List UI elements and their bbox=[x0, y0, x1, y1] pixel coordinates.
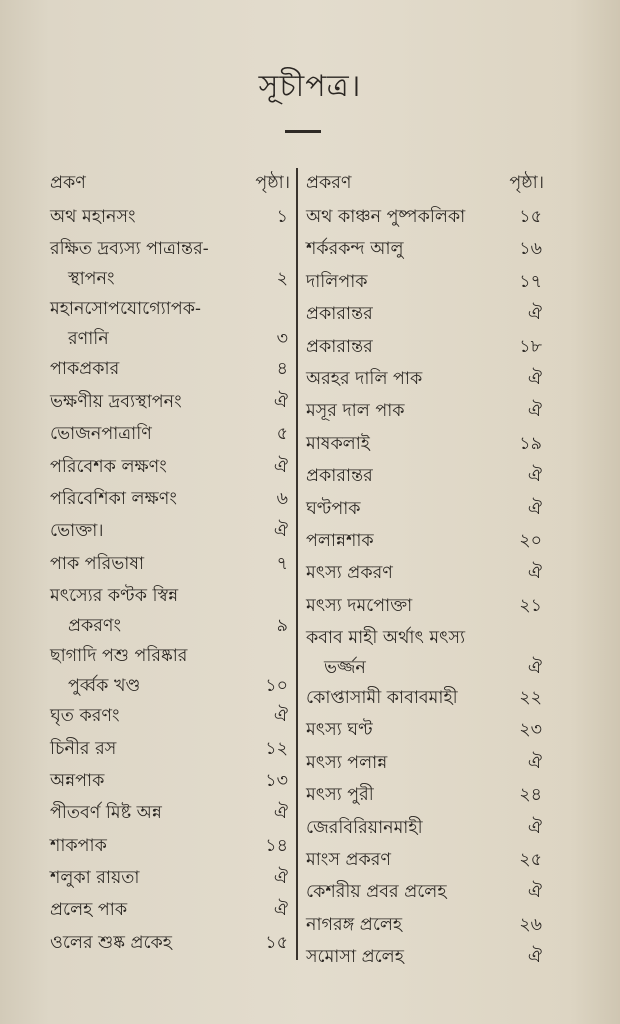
entry-title: ভক্ষণীয় দ্রব্যস্থাপনং bbox=[50, 391, 182, 412]
entry-title-continued: প্রকরণং bbox=[68, 616, 122, 637]
entry-page-number: ১৭ bbox=[519, 271, 542, 292]
entry-page-number: ঐ bbox=[527, 498, 542, 519]
entry-page-number: ঐ bbox=[527, 304, 542, 325]
entry-page-number: ২১ bbox=[519, 595, 542, 616]
index-entry bbox=[50, 518, 290, 550]
entry-title-continued: স্থাপনং bbox=[68, 269, 115, 290]
entry-page-number: ২ bbox=[276, 269, 288, 290]
entry-title: পরিবেশিকা লক্ষণং bbox=[50, 488, 177, 509]
entry-title: প্রলেহ পাক bbox=[50, 900, 128, 921]
entry-page-number: ঐ bbox=[527, 817, 542, 838]
entry-title: মসূর দাল পাক bbox=[306, 401, 405, 422]
index-entry bbox=[306, 269, 544, 301]
entry-title: পরিবেশক লক্ষণং bbox=[50, 456, 167, 477]
entry-page-number: ২৩ bbox=[519, 720, 542, 741]
index-entry bbox=[306, 366, 544, 398]
entry-title: মৎস্য পুরী bbox=[306, 785, 374, 806]
index-entry bbox=[50, 800, 290, 832]
entry-page-number: ঐ bbox=[527, 947, 542, 968]
index-entry bbox=[306, 815, 544, 847]
entry-page-number: ঐ bbox=[527, 368, 542, 389]
entry-page-number: ঐ bbox=[273, 521, 288, 542]
entry-title: অথ কাঞ্চন পুষ্পকলিকা bbox=[306, 207, 466, 227]
index-entry bbox=[306, 750, 544, 782]
entry-page-number: ১৪ bbox=[265, 835, 288, 856]
entry-title: ওলের শুষ্ক প্রকেহ bbox=[50, 932, 172, 953]
entry-title: অরহর দালি পাক bbox=[306, 368, 423, 389]
entry-title: কোপ্তাসামী কাবাবমাহী bbox=[306, 688, 458, 709]
index-entry bbox=[306, 944, 544, 976]
index-entry bbox=[306, 879, 544, 911]
entry-page-number: ৩ bbox=[276, 329, 288, 350]
entry-title: ঘৃত করণং bbox=[50, 706, 120, 727]
index-entry bbox=[306, 204, 544, 236]
entry-title: ভোজনপাত্রাণি bbox=[50, 424, 152, 445]
entry-page-number: ঐ bbox=[527, 658, 542, 679]
entry-page-number: ১০ bbox=[265, 676, 288, 697]
index-entry bbox=[50, 454, 290, 486]
page-title: সূচীপত্র। bbox=[258, 69, 362, 104]
entry-title: ছাগাদি পশু পরিষ্কার bbox=[50, 646, 188, 667]
entry-title: কেশরীয় প্রবর প্রলেহ bbox=[306, 882, 447, 903]
entry-page-number: ঐ bbox=[273, 706, 288, 727]
index-entry bbox=[306, 431, 544, 463]
entry-title-continued: পুর্ব্বক খণ্ড bbox=[68, 676, 141, 697]
entry-page-number: ঐ bbox=[273, 868, 288, 889]
entry-page-number: ঐ bbox=[527, 401, 542, 422]
entry-page-number: ২৬ bbox=[519, 914, 542, 935]
index-entry bbox=[306, 717, 544, 749]
index-entry bbox=[50, 643, 290, 703]
entry-title: অন্নপাক bbox=[50, 770, 105, 791]
left-header-label: প্রকণ bbox=[50, 173, 86, 193]
index-entry bbox=[306, 496, 544, 528]
entry-page-number: ঐ bbox=[273, 900, 288, 921]
index-entry bbox=[306, 560, 544, 592]
index-entry bbox=[306, 625, 544, 685]
index-entry bbox=[306, 593, 544, 625]
index-entry bbox=[306, 236, 544, 268]
entry-title: শর্করকন্দ আলু bbox=[306, 239, 404, 260]
entry-title: নাগরঙ্গ প্রলেহ bbox=[306, 914, 403, 935]
entry-title: শলুকা রায়তা bbox=[50, 868, 140, 889]
index-entry bbox=[50, 236, 290, 296]
entry-title: পাক পরিভাষা bbox=[50, 553, 145, 574]
column-divider bbox=[296, 168, 298, 960]
entry-title: জেরবিরিয়ানমাহী bbox=[306, 817, 423, 838]
entry-page-number: ১৬ bbox=[519, 239, 542, 260]
index-entry bbox=[306, 398, 544, 430]
index-entry bbox=[306, 847, 544, 879]
index-entry bbox=[50, 768, 290, 800]
index-entry bbox=[306, 463, 544, 495]
entry-title: অথ মহানসং bbox=[50, 207, 136, 227]
entry-page-number: ১২ bbox=[265, 738, 288, 759]
entry-page-number: ঐ bbox=[527, 466, 542, 487]
index-entry bbox=[50, 389, 290, 421]
left-header-page: পৃষ্ঠা। bbox=[255, 173, 290, 193]
entry-title: মৎস্য দমপোক্তা bbox=[306, 595, 413, 616]
index-entry bbox=[50, 930, 290, 962]
entry-title: শাকপাক bbox=[50, 835, 107, 856]
entry-title: মৎস্য পলান্ন bbox=[306, 752, 388, 773]
entry-title: মহানসোপযোগ্যোপক- bbox=[50, 299, 201, 320]
entry-title: দালিপাক bbox=[306, 271, 368, 292]
entry-page-number: ১৫ bbox=[265, 932, 288, 953]
left-column bbox=[50, 170, 290, 962]
entry-title: মৎস্যের কণ্টক স্বিন্ন bbox=[50, 586, 179, 607]
entry-title: পাকপ্রকার bbox=[50, 359, 120, 380]
right-column bbox=[306, 170, 544, 977]
entry-page-number: ঐ bbox=[273, 803, 288, 824]
index-entry bbox=[50, 296, 290, 356]
index-entry bbox=[306, 301, 544, 333]
left-column-header bbox=[50, 170, 290, 204]
index-entry bbox=[50, 204, 290, 236]
index-entry bbox=[306, 685, 544, 717]
entry-title: প্রকারান্তর bbox=[306, 466, 373, 487]
entry-title: রক্ষিত দ্রব্যস্য পাত্রান্তর- bbox=[50, 239, 209, 260]
index-entry bbox=[50, 486, 290, 518]
index-entry bbox=[50, 583, 290, 643]
entry-page-number: ঐ bbox=[527, 882, 542, 903]
entry-page-number: ৬ bbox=[276, 488, 288, 509]
entry-page-number: ঐ bbox=[527, 563, 542, 584]
entry-title: মাষকলাই bbox=[306, 433, 370, 454]
entry-title: মৎস্য প্রকরণ bbox=[306, 563, 393, 584]
index-entry bbox=[50, 897, 290, 929]
entry-page-number: ২৪ bbox=[519, 785, 542, 806]
entry-page-number: ১৯ bbox=[519, 433, 542, 454]
entry-page-number: ৯ bbox=[276, 616, 288, 637]
entry-page-number: ঐ bbox=[273, 391, 288, 412]
index-entry bbox=[306, 782, 544, 814]
index-entry bbox=[50, 703, 290, 735]
entry-title: পলান্নশাক bbox=[306, 530, 374, 551]
right-header-label: প্রকরণ bbox=[306, 173, 352, 193]
entry-page-number: ৪ bbox=[276, 359, 288, 380]
entry-title: মৎস্য ঘণ্ট bbox=[306, 720, 373, 741]
entry-title: চিনীর রস bbox=[50, 738, 117, 759]
title-rule bbox=[285, 130, 321, 133]
entry-page-number: ১ bbox=[276, 207, 288, 227]
index-entry bbox=[306, 528, 544, 560]
right-column-header bbox=[306, 170, 544, 204]
entry-page-number: ৫ bbox=[276, 424, 288, 445]
entry-page-number: ২২ bbox=[519, 688, 542, 709]
index-entry bbox=[306, 912, 544, 944]
entry-page-number: ১৩ bbox=[265, 770, 288, 791]
entry-page-number: ২৫ bbox=[519, 850, 542, 871]
entry-title-continued: রণানি bbox=[68, 329, 109, 350]
right-header-page: পৃষ্ঠা। bbox=[509, 173, 544, 193]
index-entry bbox=[50, 551, 290, 583]
entry-title: সমোসা প্রলেহ bbox=[306, 947, 404, 968]
entry-page-number: ঐ bbox=[273, 456, 288, 477]
entry-title: কবাব মাহী অর্থাৎ মৎস্য bbox=[306, 628, 466, 649]
entry-title: প্রকারান্তর bbox=[306, 336, 373, 357]
entry-title: মাংস প্রকরণ bbox=[306, 850, 391, 871]
index-entry bbox=[50, 421, 290, 453]
entry-title-continued: ভর্জ্জন bbox=[324, 658, 366, 679]
entry-title: ভোক্তা। bbox=[50, 521, 104, 542]
index-entry bbox=[50, 356, 290, 388]
index-entry bbox=[50, 736, 290, 768]
entry-page-number: ১৫ bbox=[519, 207, 542, 227]
entry-page-number: ২০ bbox=[519, 530, 542, 551]
entry-page-number: ঐ bbox=[527, 752, 542, 773]
index-entry bbox=[50, 865, 290, 897]
entry-title: পীতবর্ণ মিষ্ট অন্ন bbox=[50, 803, 162, 824]
entry-title: প্রকারান্তর bbox=[306, 304, 373, 325]
entry-page-number: ১৮ bbox=[519, 336, 542, 357]
index-entry bbox=[50, 833, 290, 865]
entry-page-number: ৭ bbox=[276, 553, 288, 574]
index-entry bbox=[306, 334, 544, 366]
entry-title: ঘণ্টপাক bbox=[306, 498, 361, 519]
